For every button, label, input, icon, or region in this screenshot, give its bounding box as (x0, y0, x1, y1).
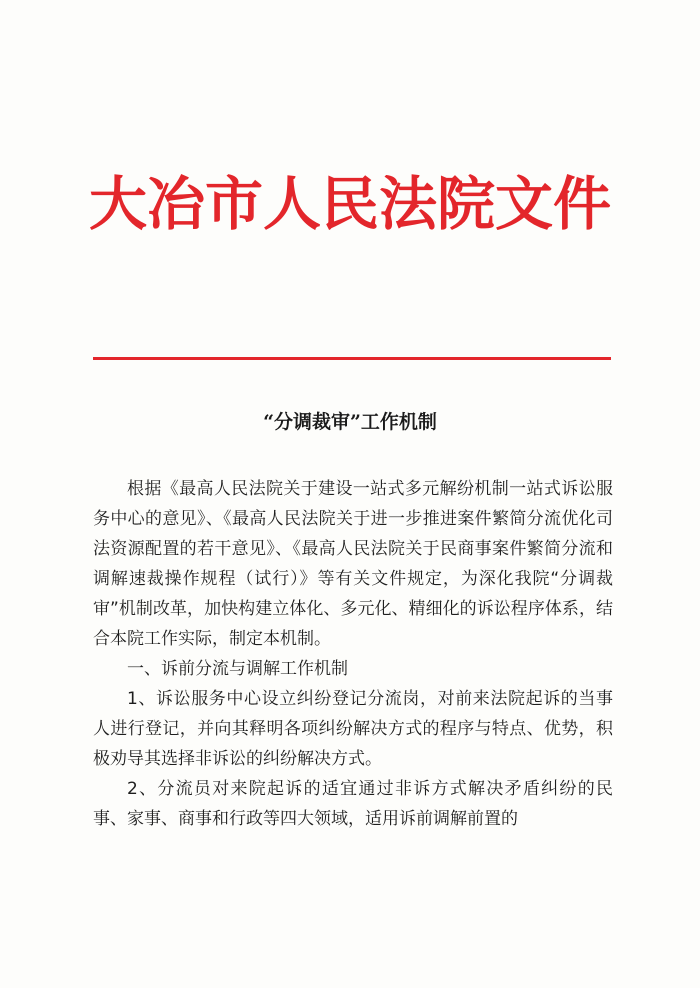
document-header-title: 大冶市人民法院文件 (88, 170, 611, 238)
paragraph-item-2: 2、分流员对来院起诉的适宜通过非诉方式解决矛盾纠纷的民事、家事、商事和行政等四大领域，适用诉前调解前置的 (93, 779, 613, 829)
paragraph-intro: 根据《最高人民法院关于建设一站式多元解纷机制一站式诉讼服务中心的意见》、《最高人民法院关于进一步推进案件繁简分流优化司法资源配置的若干意见》、《最高人民法院关于民商事案件繁简分流和调解速裁操作规程（试行）》等有关文件规定，为深化我院“分调裁审”机制改革，加快构建立体化、多元化、精细化的诉讼程序体系，结合本院工作实际，制定本机制。 (93, 479, 613, 649)
paragraph-item-1: 1、诉讼服务中心设立纠纷登记分流岗，对前来法院起诉的当事人进行登记，并向其释明各项纠纷解决方式的程序与特点、优势，积极劝导其选择非诉讼的纠纷解决方式。 (93, 689, 613, 769)
section-heading-1: 一、诉前分流与调解工作机制 (127, 659, 348, 679)
red-separator-line (93, 357, 611, 360)
document-title: “分调裁审”工作机制 (263, 411, 437, 433)
document-body (93, 474, 613, 834)
